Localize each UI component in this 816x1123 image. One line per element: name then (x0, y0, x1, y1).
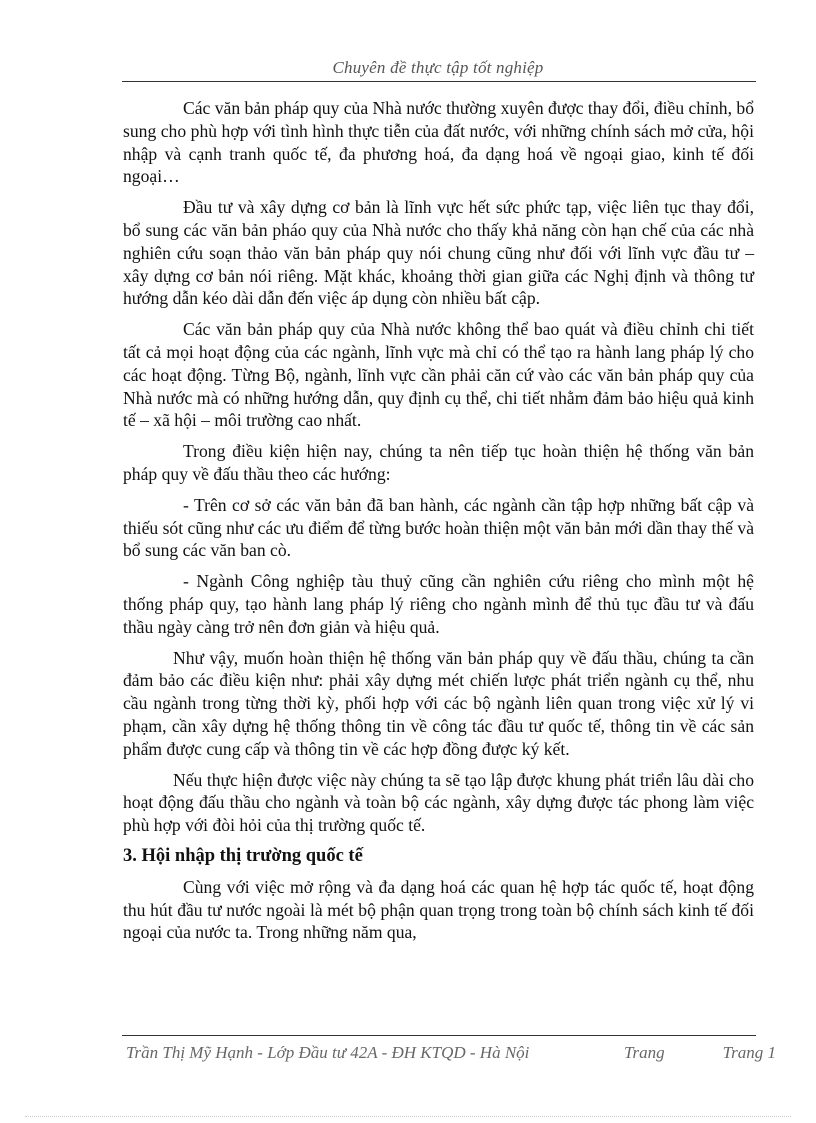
paragraph-1: Các văn bản pháp quy của Nhà nước thường xuyên được thay đổi, điều chỉnh, bổ sung cho phù hợp với tình hình thực tiễn của đất nước, với những chính sách mở cửa, hội nhập và cạnh tranh quốc tế, đa phương hoá, đa dạng hoá về ngoại giao, kinh tế đối ngoại… (123, 98, 754, 187)
paragraph-6: Nếu thực hiện được việc này chúng ta sẽ tạo lập được khung phát triển lâu dài cho hoạt động đấu thầu cho ngành và toàn bộ các ngành, xây dựng được tác phong làm việc phù hợp với đòi hỏi của thị trường quốc tế. (123, 769, 754, 836)
bullet-paragraph-2: - Ngành Công nghiệp tàu thuỷ cũng cần nghiên cứu riêng cho mình một hệ thống pháp quy, tạo hành lang pháp lý riêng cho ngành mình để thủ tục đầu tư và đấu thầu ngày càng trở nên đơn giản và hiệu quả. (123, 571, 754, 637)
footer-page-label: Trang (624, 1043, 665, 1062)
section-heading: 3. Hội nhập thị trường quốc tế (123, 845, 363, 866)
footer-author: Trần Thị Mỹ Hạnh - Lớp Đầu tư 42A - ĐH KTQD - Hà Nội (126, 1043, 530, 1062)
paragraph-4: Trong điều kiện hiện nay, chúng ta nên tiếp tục hoàn thiện hệ thống văn bản pháp quy về đấu thầu theo các hướng: (123, 441, 754, 484)
footer-rule (122, 1035, 756, 1036)
paragraph-5: Như vậy, muốn hoàn thiện hệ thống văn bản pháp quy về đấu thầu, chúng ta cần đảm bảo các điều kiện như: phải xây dựng mét chiến lược phát triển ngành cụ thể, nhu cầu ngành trong từng thời kỳ, phối hợp với các bộ ngành liên quan trong việc xử lý vi phạm, cần xây dựng hệ thống thông tin về công tác đầu tư quốc tế, thông tin về các sản phẩm được cung cấp và thông tin về các hợp đồng được ký kết. (123, 647, 754, 759)
paragraph-3: Các văn bản pháp quy của Nhà nước không thể bao quát và điều chỉnh chi tiết tất cả mọi hoạt động của các ngành, lĩnh vực mà chỉ có thể tạo ra hành lang pháp lý cho các hoạt động. Từng Bộ, ngành, lĩnh vực cần phải căn cứ vào các văn bản pháp quy của Nhà nước mà có những hướng dẫn, quy định cụ thể, chi tiết nhằm đảm bảo hiệu quả kinh tế – xã hội – môi trường cao nhất. (123, 319, 754, 431)
footer-page-number: Trang 1 (722, 1043, 776, 1062)
header-rule (122, 81, 756, 82)
paragraph-2: Đầu tư và xây dựng cơ bản là lĩnh vực hết sức phức tạp, việc liên tục thay đổi, bổ sung các văn bản pháo quy của Nhà nước cho thấy khả năng còn hạn chế của các nhà nghiên cứu soạn thảo văn bản pháp quy nói chung cũng như đối với lĩnh vực đầu tư – xây dựng cơ bản nói riêng. Mặt khác, khoảng thời gian giữa các Nghị định và thông tư hướng dẫn kéo dài dẫn đến việc áp dụng còn nhiều bất cập. (123, 197, 754, 309)
paragraph-7: Cùng với việc mở rộng và đa dạng hoá các quan hệ hợp tác quốc tế, hoạt động thu hút đầu tư nước ngoài là mét bộ phận quan trọng trong toàn bộ chính sách kinh tế đối ngoại của nước ta. Trong những năm qua, (123, 876, 754, 943)
document-body (123, 97, 754, 952)
bullet-paragraph-1: - Trên cơ sở các văn bản đã ban hành, các ngành cần tập hợp những bất cập và thiếu sót cũng như các ưu điểm để từng bước hoàn thiện một văn bản mới dần thay thế và bổ sung các văn ban cò. (123, 494, 754, 561)
header-title: Chuyên đề thực tập tốt nghiệp (332, 58, 544, 77)
page-bottom-edge (25, 1116, 791, 1117)
